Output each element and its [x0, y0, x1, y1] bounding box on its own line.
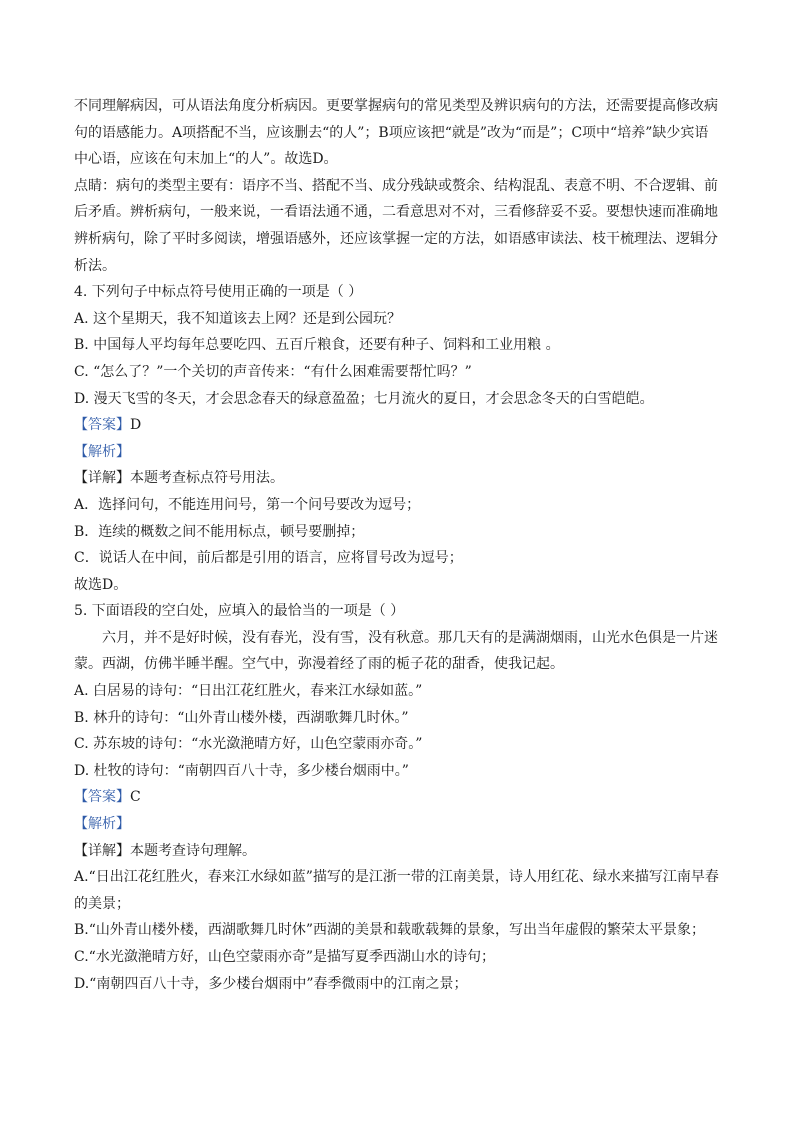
paragraph-q5-a	[74, 678, 722, 705]
paragraph-text: A. 这个星期天，我不知道该去上网？还是到公园玩？	[74, 310, 402, 327]
paragraph-text: C.“水光潋滟晴方好，山色空蒙雨亦奇”是描写夏季西湖山水的诗句；	[74, 949, 495, 965]
paragraph-text: B.“山外青山楼外楼，西湖歌舞几时休”西湖的美景和载歌载舞的景象，写出当年虚假的繁荣太平景象；	[74, 922, 706, 939]
paragraph-q5-d1	[74, 864, 722, 917]
paragraph-text: 故选D。	[74, 576, 128, 593]
paragraph-q4-b	[74, 332, 722, 359]
paragraph-q4-d1	[74, 492, 722, 519]
paragraph-q4-c	[74, 359, 722, 386]
paragraph-q4-a	[74, 306, 722, 333]
section-tag: 【解析】	[74, 443, 130, 460]
paragraph-text: 六月，并不是好时候，没有春光，没有雪，没有秋意。那几天有的是满湖烟雨，山光水色俱是一片迷蒙。西湖，仿佛半睡半醒。空气中，弥漫着经了雨的栀子花的甜香，使我记起。	[74, 629, 718, 673]
paragraph-q5-stem	[74, 598, 722, 625]
paragraph-text: D.“南朝四百八十寺，多少楼台烟雨中”春季微雨中的江南之景；	[74, 975, 468, 992]
paragraph-text: D	[130, 417, 142, 434]
paragraph-q4-answer	[74, 412, 722, 439]
paragraph-q5-b	[74, 705, 722, 732]
paragraph-text: A. 白居易的诗句：“日出江花红胜火，春来江水绿如蓝。”	[74, 683, 423, 700]
section-tag: 【解析】	[74, 816, 130, 833]
document-body	[74, 93, 722, 997]
paragraph-q4-d3	[74, 545, 722, 572]
paragraph-q4-detail	[74, 465, 722, 492]
paragraph-text: C. “怎么了？”一个关切的声音传来：“有什么困难需要帮忙吗？”	[74, 363, 472, 380]
paragraph-q4-stem	[74, 279, 722, 306]
paragraph-q4-analysis	[74, 439, 722, 466]
paragraph-text: C. 苏东坡的诗句：“水光潋滟晴方好，山色空蒙雨亦奇。”	[74, 736, 423, 753]
paragraph-q4-d2	[74, 519, 722, 546]
paragraph-text: B．连续的概数之间不能用标点，顿号要删掉；	[74, 523, 365, 540]
paragraph-p3-comment	[74, 173, 722, 279]
paragraph-text: 不同理解病因，可从语法角度分析病因。更要掌握病句的常见类型及辨识病句的方法，还需要提高修改病句的语感能力。A项搭配不当，应该删去“的人”；B项应该把“就是”改为“而是”；C项中“培养”缺少宾语中心语，应该在句末加上“的人”。故选D。	[74, 98, 718, 168]
paragraph-text: A.“日出江花红胜火，春来江水绿如蓝”描写的是江浙一带的江南美景，诗人用红花、绿水来描写江南早春的美景；	[74, 869, 719, 912]
paragraph-text: 点睛：病句的类型主要有：语序不当、搭配不当、成分残缺或赘余、结构混乱、表意不明、不合逻辑、前后矛盾。辨析病句，一般来说，一看语法通不通，二看意思对不对，三看修辞妥不妥。要想快速而准确地辨析病句，除了平时多阅读，增强语感外，还应该掌握一定的方法，如语感审读法、枝干梳理法、逻辑分析法。	[74, 177, 718, 274]
paragraph-text: D. 漫天飞雪的冬天，才会思念春天的绿意盈盈；七月流火的夏日，才会思念冬天的白雪皑皑。	[74, 390, 654, 407]
section-tag: 【答案】	[74, 789, 130, 806]
paragraph-text: B. 林升的诗句：“山外青山楼外楼，西湖歌舞几时休。”	[74, 709, 409, 726]
paragraph-q5-d3	[74, 944, 722, 971]
paragraph-q5-d	[74, 758, 722, 785]
section-tag: 【答案】	[74, 417, 130, 434]
paragraph-text: D. 杜牧的诗句：“南朝四百八十寺，多少楼台烟雨中。”	[74, 762, 409, 779]
paragraph-text: B. 中国每人平均每年总要吃四、五百斤粮食，还要有种子、饲料和工业用粮 。	[74, 337, 560, 354]
paragraph-q5-c	[74, 731, 722, 758]
paragraph-text: 【详解】本题考查诗句理解。	[74, 842, 256, 859]
paragraph-p3-analysis-end	[74, 93, 722, 173]
paragraph-q4-d4	[74, 572, 722, 599]
paragraph-text: A．选择问句，不能连用问号，第一个问号要改为逗号；	[74, 496, 421, 513]
paragraph-text: 5. 下面语段的空白处，应填入的最恰当的一项是（ ）	[74, 603, 405, 620]
paragraph-q5-analysis	[74, 811, 722, 838]
paragraph-text: 【详解】本题考查标点符号用法。	[74, 470, 284, 487]
paragraph-q5-d2	[74, 917, 722, 944]
paragraph-q5-d4	[74, 971, 722, 998]
paragraph-q5-detail	[74, 838, 722, 865]
paragraph-text: 4. 下列句子中标点符号使用正确的一项是（ ）	[74, 284, 363, 301]
paragraph-text: C	[130, 789, 141, 806]
paragraph-q5-answer	[74, 784, 722, 811]
paragraph-q5-passage	[74, 625, 722, 678]
paragraph-text: C．说话人在中间，前后都是引用的语言，应将冒号改为逗号；	[74, 550, 463, 567]
paragraph-q4-d	[74, 386, 722, 413]
